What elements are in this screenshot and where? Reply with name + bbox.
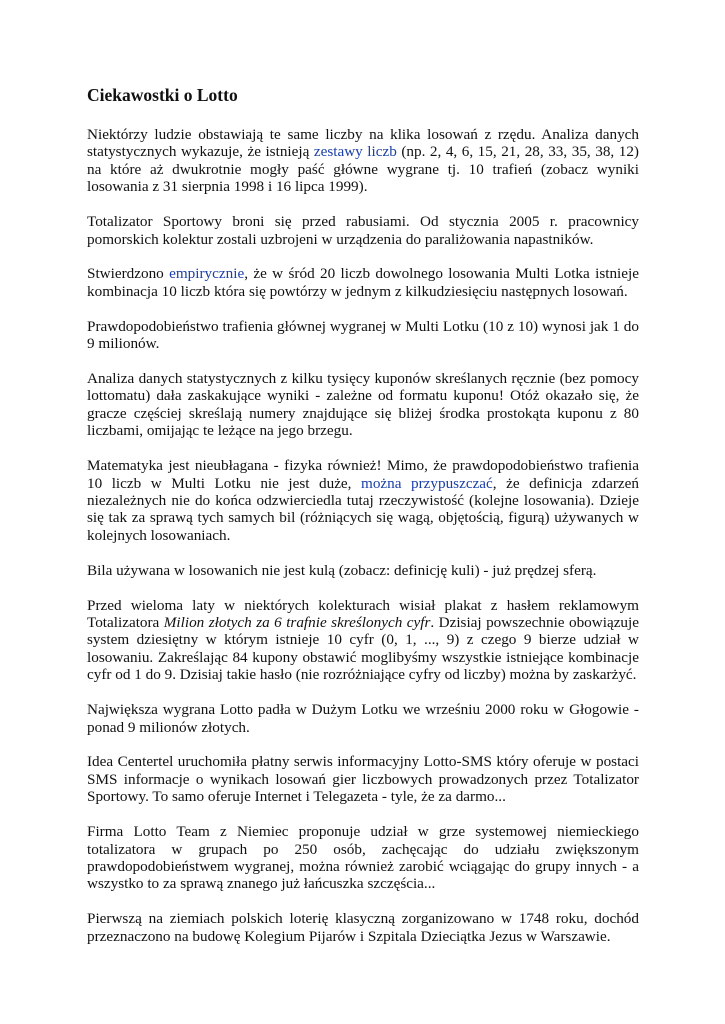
can-assume-link[interactable]: można przypuszczać: [361, 474, 493, 492]
document-page: [87, 84, 639, 963]
page-title: Ciekawostki o Lotto: [87, 85, 238, 105]
paragraph-empirical: [87, 265, 639, 300]
paragraph-security: Totalizator Sportowy broni się przed rabusiami. Od stycznia 2005 r. pracownicy pomorskich kolektur zostali uzbrojeni w urządzenia do paraliżowania napastników.: [87, 213, 639, 248]
paragraph-biggest-win: Największa wygrana Lotto padła w Dużym Lotku we wrześniu 2000 roku w Głogowie - ponad 9 milionów złotych.: [87, 701, 639, 736]
paragraph-physics: [87, 457, 639, 544]
paragraph-lotto-team: Firma Lotto Team z Niemiec proponuje udział w grze systemowej niemieckiego totalizatora w grupach po 250 osób, zachęcając do udziału zwiększonym prawdopodobieństwem wygranej, można również zarobić wciągając do grupy innych - a wszystko to za sprawą znanego już łańcuszka szczęścia...: [87, 823, 639, 893]
paragraph-text: Przed wieloma laty w niektórych kolekturach wisiał plakat z hasłem reklamowym Totalizatora: [87, 596, 639, 632]
number-sets-link[interactable]: zestawy liczb: [313, 143, 397, 161]
paragraph-number-sets: [87, 126, 639, 196]
paragraph-coupon-analysis: Analiza danych statystycznych z kilku tysięcy kuponów skreślanych ręcznie (bez pomocy lottomatu) dała zaskakujące wyniki - zależne od formatu kuponu! Otóż okazało się, że gracze częściej skreślają numery znajdujące się bliżej środka prostokąta kuponu z 80 liczbami, omijając te leżące na jego brzegu.: [87, 370, 639, 440]
paragraph-first-lottery: Pierwszą na ziemiach polskich loterię klasyczną zorganizowano w 1748 roku, dochód przeznaczono na budowę Kolegium Pijarów i Szpitala Dzieciątka Jezus w Warszawie.: [87, 910, 639, 945]
paragraph-text: , że w śród 20 liczb dowolnego losowania Multi Lotka istnieje kombinacja 10 liczb która się powtórzy w jednym z kilkudziesięciu następnych losowań.: [87, 265, 639, 300]
empirically-link[interactable]: empirycznie: [169, 265, 245, 283]
paragraph-text: , że definicja zdarzeń niezależnych nie do końca odzwierciedla tutaj rzeczywistość (kolejne losowania). Dzieje się tak za sprawą tych samych bil (różniących się wagą, objętością, figurą) używanych w kolejnych losowaniach.: [87, 474, 639, 544]
paragraph-text: . Dzisiaj powszechnie obowiązuje system dziesiętny w którym istnieje 10 cyfr (0, 1, ..., 9) z czego 9 bierze udział w losowaniu. Zakreślając 84 kupony obstawić moglibyśmy wszystkie istniejące kombinacje cyfr od 1 do 9. Dzisiaj takie hasło (nie rozróżniające cyfry od liczby) można by zaskarżyć.: [87, 614, 639, 684]
paragraph-text: Stwierdzono: [87, 265, 170, 283]
paragraph-text: (np. 2, 4, 6, 15, 21, 28, 33, 35, 38, 12) na które aż dwukrotnie mogły paść główne wygrane tj. 10 trafień (zobacz wyniki losowania z 31 sierpnia 1998 i 16 lipca 1999).: [87, 143, 639, 196]
paragraph-probability: Prawdopodobieństwo trafienia głównej wygranej w Multi Lotku (10 z 10) wynosi jak 1 do 9 milionów.: [87, 317, 639, 353]
paragraph-sms-service: Idea Centertel uruchomiła płatny serwis informacyjny Lotto-SMS który oferuje w postaci SMS informacje o wynikach losowań gier liczbowych prowadzonych przez Totalizator Sportowy. To samo oferuje Internet i Telegazeta - tyle, że za darmo...: [87, 753, 639, 806]
slogan-text: Milion złotych za 6 trafnie skreślonych cyfr: [163, 614, 431, 632]
paragraph-text: Matematyka jest nieubłagana - fizyka również! Mimo, że prawdopodobieństwo trafienia 10 liczb w Multi Lotku nie jest duże,: [87, 457, 639, 492]
paragraph-ball-sphere: Bila używana w losowanich nie jest kulą (zobacz: definicję kuli) - już prędzej sferą.: [87, 561, 597, 579]
paragraph-text: Niektórzy ludzie obstawiają te same liczby na klika losowań z rzędu. Analiza danych statystycznych wykazuje, że istnieją: [87, 126, 639, 161]
paragraph-poster-slogan: [87, 597, 639, 684]
